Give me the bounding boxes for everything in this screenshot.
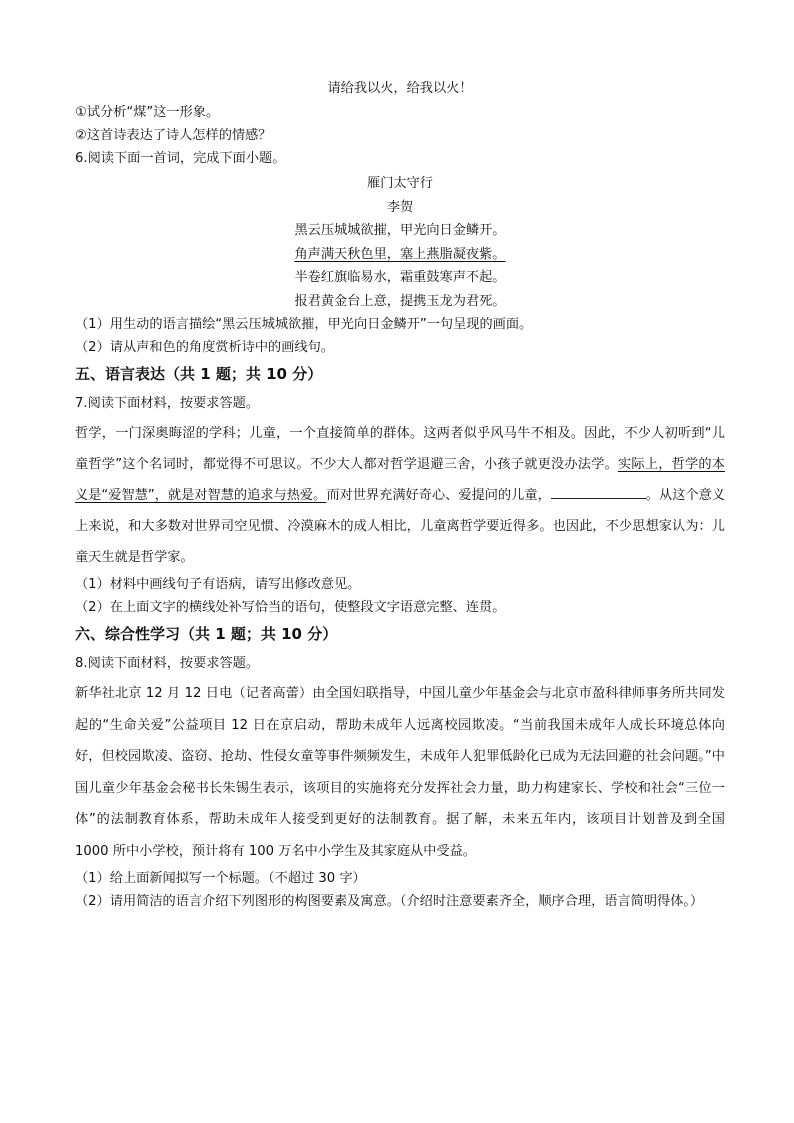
document-page <box>75 76 725 914</box>
section-5-title: 五、语言表达（共 1 题；共 10 分） <box>75 365 323 383</box>
question-8-intro: 8.阅读下面材料，按要求答题。 <box>75 656 260 671</box>
question-6-intro: 6.阅读下面一首词，完成下面小题。 <box>75 151 286 166</box>
passage-text: 而对世界充满好奇心、爱提问的儿童， <box>326 488 551 503</box>
poem-author: 李贺 <box>386 199 414 215</box>
section-6-title: 六、综合性学习（共 1 题；共 10 分） <box>75 625 338 643</box>
question-7-intro: 7.阅读下面材料，按要求答题。 <box>75 396 260 411</box>
poem-line-underlined <box>75 243 725 267</box>
question-7-sub-1: （1）材料中画线句子有语病，请写出修改意见。 <box>75 577 361 592</box>
question-8-sub-2: （2）请用简洁的语言介绍下列图形的构图要素及寓意。（介绍时注意要素齐全，顺序合理，语言简明得体。） <box>75 894 704 909</box>
question-7-sub-2: （2）在上面文字的横线处补写恰当的语句，使整段文字语意完整、连贯。 <box>75 600 506 615</box>
underlined-line-text: 角声满天秋色里，塞上燕脂凝夜紫。 <box>294 246 506 262</box>
underlined-sentence: 实际上，哲学的本义是“爱智慧”，就是对智慧的追求与热爱。 <box>75 457 725 503</box>
poem-line: 黑云压城城欲摧，甲光向日金鳞开。 <box>294 223 506 238</box>
question-coal-1: ①试分析“煤”这一形象。 <box>75 105 220 120</box>
question-8-passage: 新华社北京 12 月 12 日电（记者高蕾）由全国妇联指导，中国儿童少年基金会与北京市盈科律师事务所共同发起的“生命关爱”公益项目 12 日在京启动，帮助未成年人远离校园欺凌。“当前我国未成年人成长环境总体向好，但校园欺凌、盗窃、抢劫、性侵女童等事件频频发生，未成年人犯罪低龄化已成为无法回避的社会问题。”中国儿童少年基金会秘书长朱锡生表示，该项目的实施将充分发挥社会力量，助力构建家长、学校和社会“三位一体”的法制教育体系，帮助未成年人接受到更好的法制教育。据了解，未来五年内，该项目计划普及到全国 1000 所中小学校，预计将有 100 万名中小学生及其家庭从中受益。 <box>75 686 725 859</box>
poem-closing-line: 请给我以火，给我以火！ <box>327 81 473 96</box>
poem-title: 雁门太守行 <box>367 176 433 191</box>
answer-blank[interactable] <box>551 484 646 499</box>
question-8-sub-1: （1）给上面新闻拟写一个标题。（不超过 30 字） <box>75 871 366 886</box>
question-6-sub-2: （2）请从声和色的角度赏析诗中的画线句。 <box>75 340 334 355</box>
question-coal-2: ②这首诗表达了诗人怎样的情感？ <box>75 128 272 143</box>
question-7-passage <box>75 418 725 573</box>
passage-text: 。从这个意义上来说，和大多数对世界司空见惯、冷漠麻木的成人相比，儿童离哲学要近得多。也因此，不少思想家认为：儿童天生就是哲学家。 <box>75 488 726 565</box>
poem-line: 半卷红旗临易水，霜重鼓寒声不起。 <box>294 270 506 285</box>
question-6-sub-1: （1）用生动的语言描绘“黑云压城城欲摧，甲光向日金鳞开”一句呈现的画面。 <box>75 317 533 332</box>
poem-line: 报君黄金台上意，提携玉龙为君死。 <box>294 293 506 309</box>
passage-text: 哲学，一门深奥晦涩的学科；儿童，一个直接简单的群体。这两者似乎风马牛不相及。因此，不少人初听到“儿童哲学”这个名词时，都觉得不可思议。不少大人都对哲学退避三舍，小孩子就更没办法学。 <box>75 426 725 472</box>
